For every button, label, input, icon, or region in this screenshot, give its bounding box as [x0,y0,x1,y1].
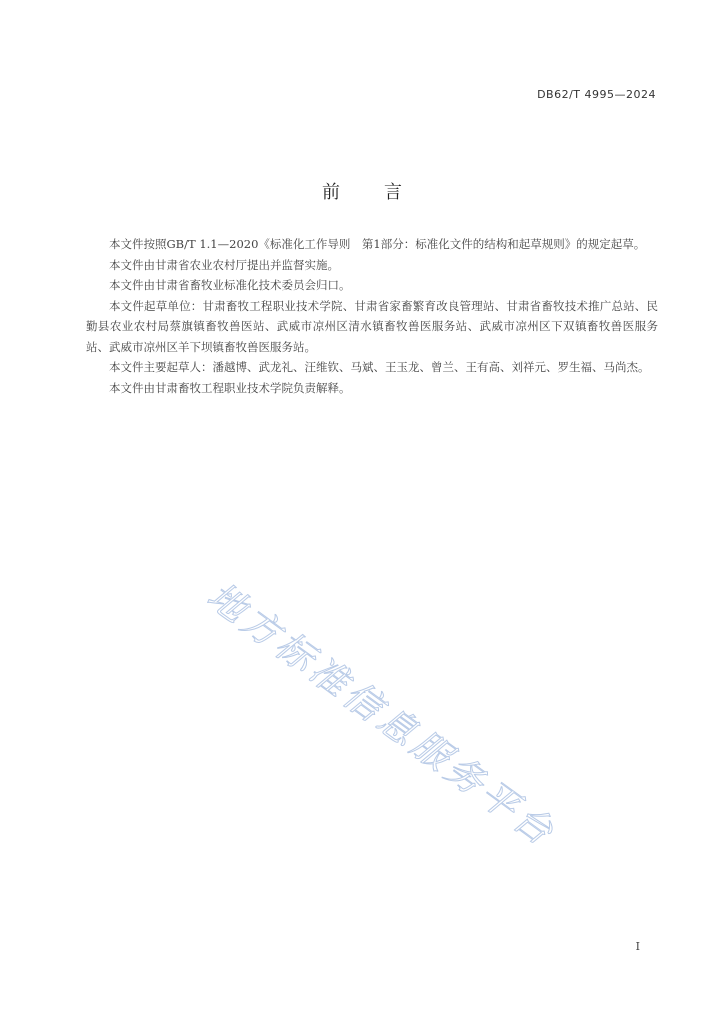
paragraph-drafters: 本文件主要起草人：潘越博、武龙礼、汪维钦、马斌、王玉龙、曾兰、王有高、刘祥元、罗生福、马尚杰。 [109,360,650,374]
paragraph-interpretation: 本文件由甘肃畜牧工程职业技术学院负责解释。 [109,380,351,395]
paragraph-proposer: 本文件由甘肃省农业农村厅提出并监督实施。 [109,257,339,272]
foreword-body [86,234,658,398]
page-number: I [635,940,640,953]
paragraph-drafting-units: 本文件起草单位：甘肃畜牧工程职业技术学院、甘肃省家畜繁育改良管理站、甘肃省畜牧技术推广总站、民勤县农业农村局蔡旗镇畜牧兽医站、武威市凉州区清水镇畜牧兽医服务站、武威市凉州区下双镇畜牧兽医服务站、武威市凉州区羊下坝镇畜牧兽医服务站。 [86,298,658,354]
document-code: DB62/T 4995—2024 [537,88,656,101]
page-title: 前言 [322,182,446,203]
watermark: 地方标准信息服务平台 [199,574,565,856]
paragraph-centralized-unit: 本文件由甘肃省畜牧业标准化技术委员会归口。 [109,278,351,292]
paragraph-drafting-basis: 本文件按照GB/T 1.1—2020《标准化工作导则 第1部分：标准化文件的结构和起草规则》的规定起草。 [109,237,646,251]
